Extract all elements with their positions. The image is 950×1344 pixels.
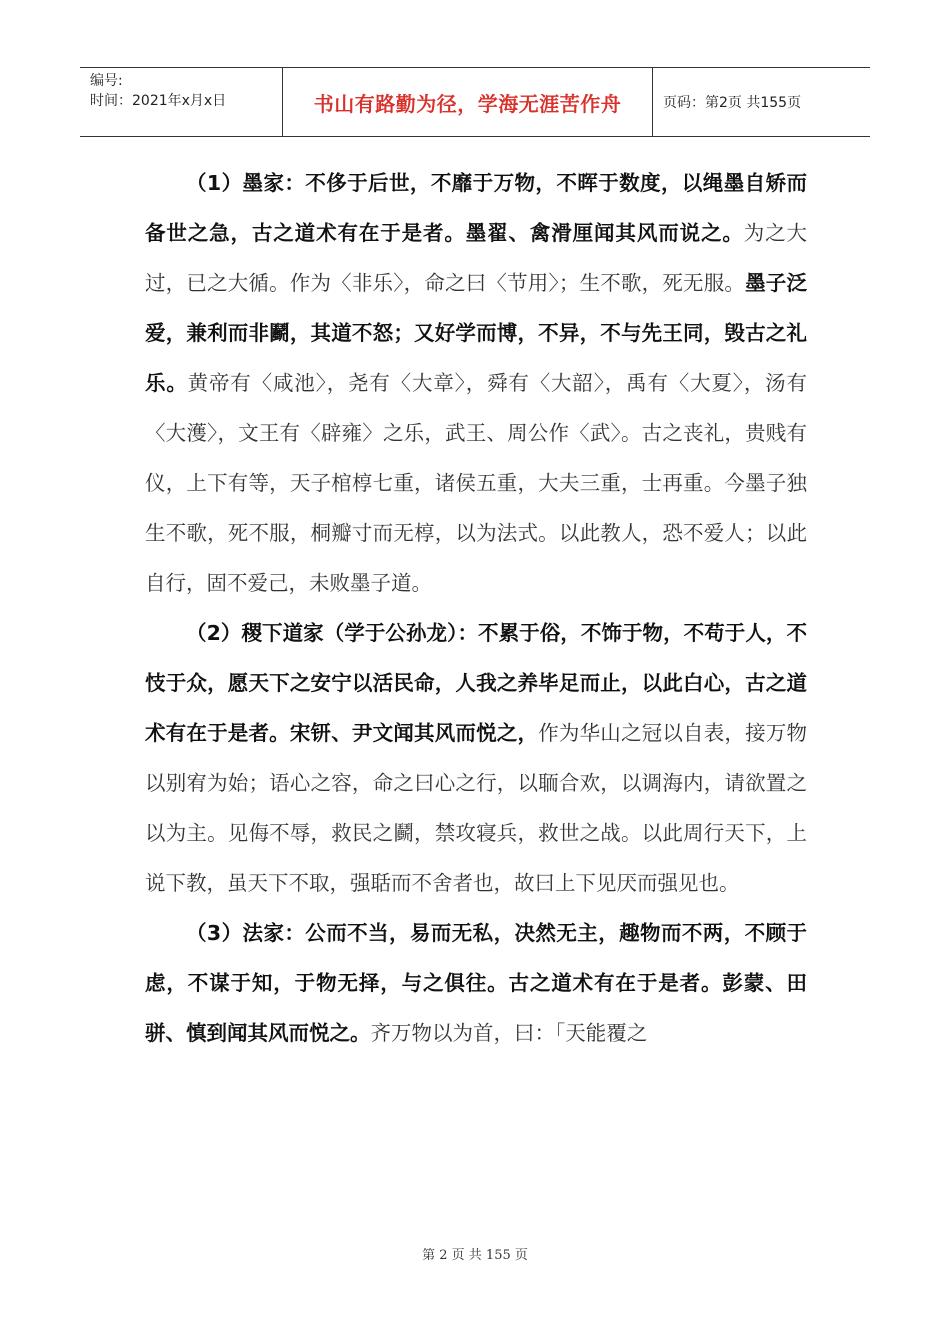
text-run: （2）稷下道家（学于公孙龙）：不累于俗，不饰于物，不苟于人，不忮于众，愿天下之安宁以活民命，人我之养毕足而止，以此白心，古之道术有在于是者。宋钘、尹文闻其风而悦之， (145, 621, 807, 745)
document-body (145, 158, 807, 1058)
text-run: （1）墨家：不侈于后世，不靡于万物，不晖于数度，以绳墨自矫而备世之急，古之道术有在于是者。墨翟、禽滑厘闻其风而说之。 (145, 171, 807, 245)
paragraph-legalist (145, 908, 807, 1058)
header-page-info: 页码：第2页 共155页 (663, 95, 802, 111)
text-run: 齐万物以为首，曰：「天能覆之 (370, 1021, 648, 1045)
paragraph-jixia-daoist (145, 608, 807, 908)
page-footer: 第 2 页 共 155 页 (422, 1248, 528, 1263)
header-motto: 书山有路勤为径，学海无涯苦作舟 (283, 68, 653, 136)
text-run: 作为华山之冠以自表，接万物以别宥为始；语心之容，命之曰心之行，以聏合欢，以调海内，请欲置之以为主。见侮不辱，救民之鬬，禁攻寝兵，救世之战。以此周行天下，上说下教，虽天下不取，强聒而不舍者也，故曰上下见厌而强见也。 (145, 721, 808, 895)
text-run: 为之大过，已之大循。作为〈非乐〉，命之曰〈节用〉；生不歌，死无服。 (145, 221, 808, 295)
paragraph-mohist (145, 158, 807, 608)
text-run: 墨子泛爱，兼利而非鬬，其道不怒；又好学而博，不异，不与先王同，毁古之礼乐。 (145, 271, 807, 395)
page-header (80, 67, 870, 137)
text-run: （3）法家：公而不当，易而无私，决然无主，趣物而不两，不顾于虑，不谋于知，于物无择，与之俱往。古之道术有在于是者。彭蒙、田骈、慎到闻其风而悦之。 (145, 921, 807, 1045)
header-meta (80, 68, 283, 136)
document-number-label: 编号: (90, 73, 123, 89)
text-run: 黄帝有〈咸池〉，尧有〈大章〉，舜有〈大韶〉，禹有〈大夏〉，汤有〈大濩〉，文王有〈辟雍〉之乐，武王、周公作〈武〉。古之丧礼，贵贱有仪，上下有等，天子棺椁七重，诸侯五重，大夫三重，士再重。今墨子独生不歌，死不服，桐瓣寸而无椁，以为法式。以此教人，恐不爱人；以此自行，固不爱己，未败墨子道。 (145, 371, 807, 595)
document-time-label: 时间：2021年x月x日 (90, 93, 227, 109)
